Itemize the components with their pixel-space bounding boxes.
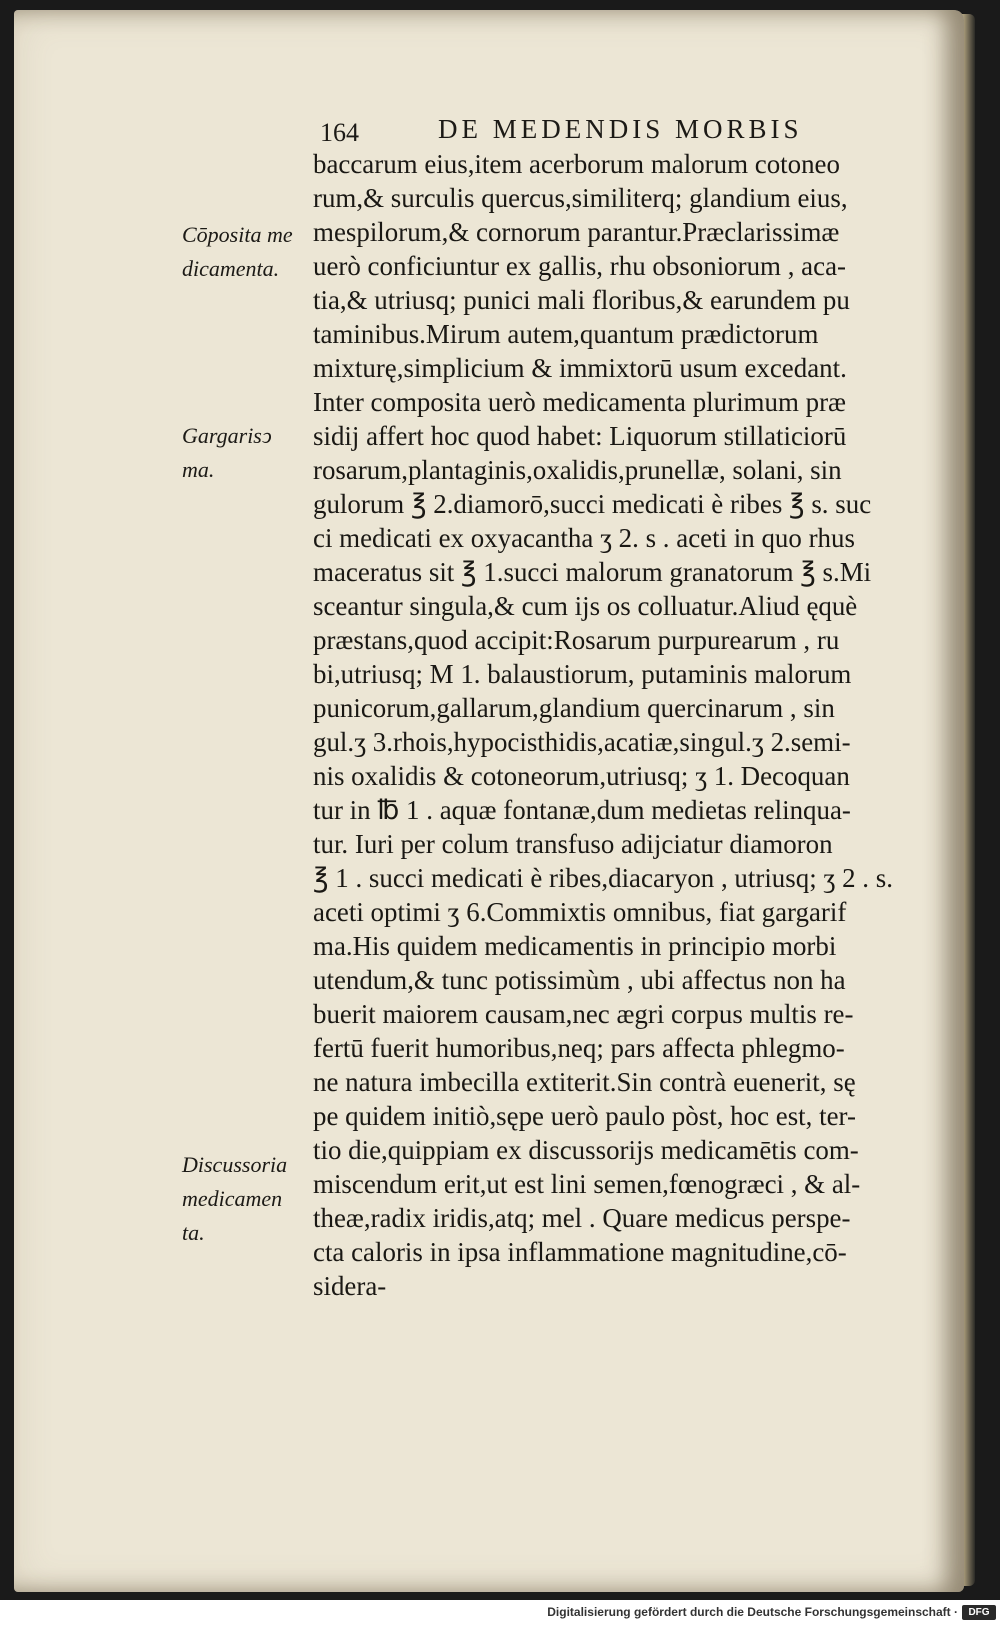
marginal-note-composita: [182, 218, 312, 286]
text-line: gulorum ℥ 2.diamorō,succi medicati è ribes ℥ s. suc: [313, 489, 872, 519]
text-line: ci medicati ex oxyacantha ʒ 2. s . aceti in quo rhus: [313, 523, 855, 553]
text-line: punicorum,gallarum,glandium quercinarum , sin: [313, 693, 835, 723]
text-line: mespilorum,& cornorum parantur.Præclarissimæ: [313, 217, 840, 247]
text-line: nis oxalidis & cotoneorum,utriusq; ʒ 1. Decoquan: [313, 761, 850, 791]
text-line: taminibus.Mirum autem,quantum prædictorum: [313, 319, 819, 349]
text-line: bi,utriusq; M 1. balaustiorum, putaminis malorum: [313, 659, 852, 689]
text-line: præstans,quod accipit:Rosarum purpurearum , ru: [313, 625, 840, 655]
text-line: sceantur singula,& cum ijs os colluatur.Aliud ęquè: [313, 591, 858, 621]
text-line: pe quidem initiò,sępe uerò paulo pòst, hoc est, ter-: [313, 1101, 856, 1131]
text-line: tia,& utriusq; punici mali floribus,& earundem pu: [313, 285, 850, 315]
text-line: mixturę,simplicium & immixtorū usum excedant.: [313, 353, 847, 383]
text-line: buerit maiorem causam,nec ægri corpus multis re-: [313, 999, 854, 1029]
text-line: ma.His quidem medicamentis in principio morbi: [313, 931, 837, 961]
marginal-note-discussoria: [182, 1148, 312, 1250]
marginal-note-gargarisma: [182, 419, 312, 487]
page-number: 164: [320, 118, 359, 147]
text-line: ne natura imbecilla extiterit.Sin contrà euenerit, sę: [313, 1067, 856, 1097]
text-line: ℥ 1 . succi medicati è ribes,diacaryon , utriusq; ʒ 2 . s.: [313, 863, 893, 893]
text-line: fertū fuerit humoribus,neq; pars affecta phlegmo-: [313, 1033, 845, 1063]
footer-credit: Digitalisierung gefördert durch die Deutsche Forschungsgemeinschaft ·: [547, 1605, 958, 1619]
marginal-note-line: medicamen: [182, 1186, 283, 1211]
marginal-note-line: Cōposita me: [182, 222, 293, 247]
text-line: utendum,& tunc potissimùm , ubi affectus non ha: [313, 965, 846, 995]
text-line: maceratus sit ℥ 1.succi malorum granatorum ℥ s.Mi: [313, 557, 872, 587]
dfg-logo: DFG: [962, 1605, 996, 1620]
text-line: tur in ℔ 1 . aquæ fontanæ,dum medietas relinqua-: [313, 795, 851, 825]
text-line: cta caloris in ipsa inflammatione magnitudine,cō-: [313, 1237, 847, 1267]
text-line: aceti optimi ʒ 6.Commixtis omnibus, fiat gargarif: [313, 897, 847, 927]
body-text: [313, 147, 933, 1303]
marginal-note-line: dicamenta.: [182, 256, 280, 281]
marginal-note-line: ta.: [182, 1220, 205, 1245]
text-line: gul.ʒ 3.rhois,hypocisthidis,acatiæ,singul.ʒ 2.semi-: [313, 727, 851, 757]
text-line: baccarum eius,item acerborum malorum cotoneo: [313, 149, 840, 179]
footer-bar: [0, 1600, 1000, 1627]
text-line: tur. Iuri per colum transfuso adijciatur diamoron: [313, 829, 833, 859]
text-line: sidij affert hoc quod habet: Liquorum stillaticiorū: [313, 421, 847, 451]
text-line: theæ,radix iridis,atq; mel . Quare medicus perspe-: [313, 1203, 851, 1233]
running-title: DE MEDENDIS MORBIS: [438, 114, 803, 144]
text-line: tio die,quippiam ex discussorijs medicamētis com-: [313, 1135, 859, 1165]
marginal-note-line: Gargarisͻ: [182, 423, 272, 448]
text-line: sidera-: [313, 1271, 387, 1301]
text-line: rum,& surculis quercus,similiterq; glandium eius,: [313, 183, 848, 213]
marginal-note-line: Discussoria: [182, 1152, 288, 1177]
marginal-note-line: ma.: [182, 457, 215, 482]
text-line: Inter composita uerò medicamenta plurimum præ: [313, 387, 847, 417]
text-line: uerò conficiuntur ex gallis, rhu obsoniorum , aca-: [313, 251, 847, 281]
text-line: rosarum,plantaginis,oxalidis,prunellæ, solani, sin: [313, 455, 842, 485]
running-head: [320, 112, 880, 152]
text-line: miscendum erit,ut est lini semen,fœnogræci , & al-: [313, 1169, 861, 1199]
